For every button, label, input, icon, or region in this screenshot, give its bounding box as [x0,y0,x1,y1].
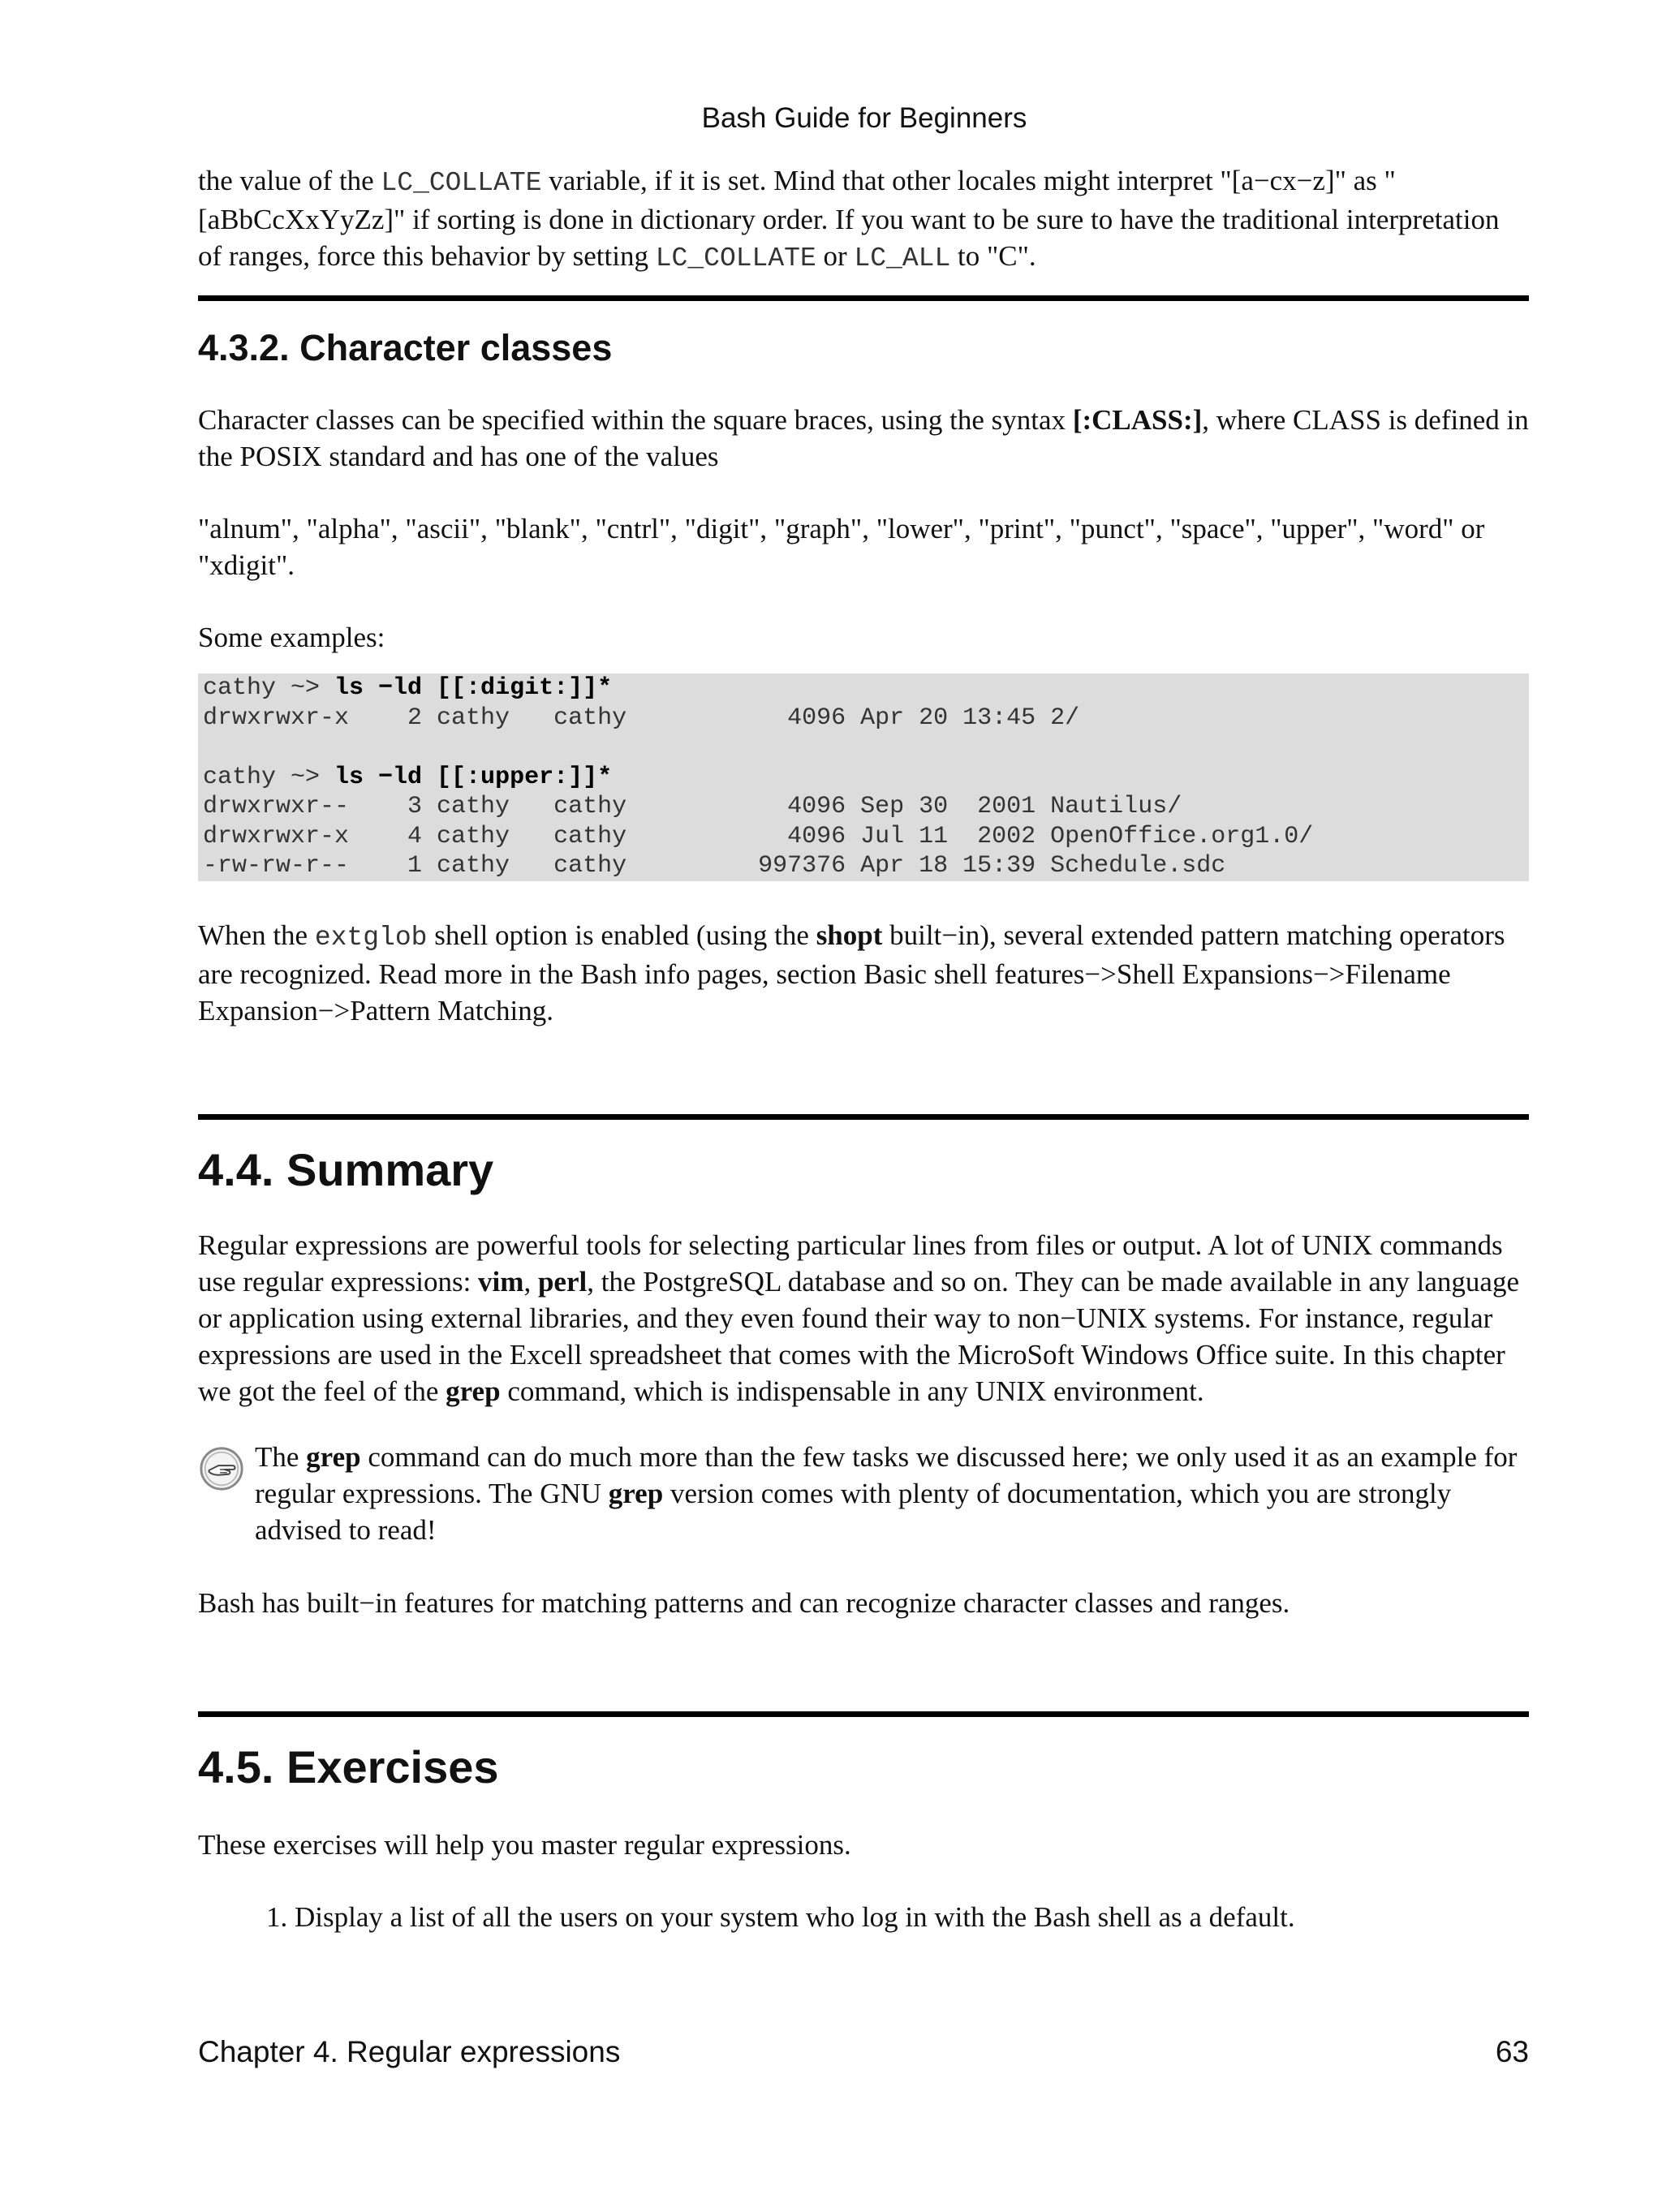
intro-text: the value of the [198,165,381,196]
paragraph-text: , where CLASS is defined in the POSIX standard and has one of the values [198,404,1529,472]
running-header: Bash Guide for Beginners [701,102,1027,134]
intro-paragraph [198,162,1529,277]
code-output-line: drwxrwxr-x 2 cathy cathy 4096 Apr 20 13:45 2/ [203,704,1080,732]
code-example-block [198,673,1529,881]
intro-text: variable, if it is set. Mind that other locales might interpret "[a−cx−z]" as "[aBbCcXxYyZz]" if sorting is done in dictionary order. If you want to be sure to have the traditional interpretation of ranges, force this behavior by setting [198,165,1500,272]
footer-page-number: 63 [1495,2035,1529,2068]
section-divider [198,1711,1529,1717]
summary-paragraph [198,1227,1529,1409]
code-output-line: drwxrwxr-- 3 cathy cathy 4096 Sep 30 2001 Nautilus/ [203,793,1182,820]
vim-command: vim [478,1265,524,1298]
lc-collate-code: LC_COLLATE [655,243,816,273]
shopt-command: shopt [816,919,883,951]
shell-prompt: cathy ~> [203,763,335,791]
section-heading-character-classes: 4.3.2. Character classes [198,327,613,368]
paragraph-text: command, which is indispensable in any UNIX environment. [500,1375,1204,1407]
paragraph-text: shell option is enabled (using the [427,919,816,951]
shell-command: ls −ld [[:upper:]]* [334,763,613,791]
intro-text: to "C". [950,240,1036,272]
code-blank-line [203,733,1524,763]
intro-text: or [816,240,855,272]
code-output-line: -rw-rw-r-- 1 cathy cathy 997376 Apr 18 15:39 Schedule.sdc [203,852,1226,880]
section-heading-exercises: 4.5. Exercises [198,1741,499,1792]
shell-prompt: cathy ~> [203,674,335,702]
paragraph-text: command can do much more than the few tasks we discussed here; we only used it as an example for regular expressions. The GNU [255,1440,1518,1509]
character-classes-paragraph [198,402,1529,475]
paragraph-text: , the PostgreSQL database and so on. They can be made available in any language or application using external libraries, and they even found their way to non−UNIX systems. For instance, regular expressions are used in the Excell spreadsheet that comes with the MicroSoft Windows Office suite. In this chapter we got the feel of the [198,1265,1519,1407]
grep-command: grep [608,1477,664,1509]
note-text [255,1439,1529,1548]
paragraph-text: , [523,1265,538,1298]
footer-chapter-title: Chapter 4. Regular expressions [198,2035,621,2068]
page-content [198,162,1529,1935]
grep-command: grep [306,1440,361,1473]
extglob-code: extglob [314,922,428,953]
summary-closing-paragraph: Bash has built−in features for matching patterns and can recognize character classes and ranges. [198,1586,1290,1619]
paragraph-text: built−in), several extended pattern matching operators are recognized. Read more in the Bash info pages, section Basic shell features−>Shell Expansions−>Filename Expansion−>Pattern Matching. [198,919,1505,1026]
exercise-list-item: 1. Display a list of all the users on your system who log in with the Bash shell as a default. [266,1900,1295,1933]
examples-label: Some examples: [198,622,385,653]
code-output-line: drwxrwxr-x 4 cathy cathy 4096 Jul 11 2002 OpenOffice.org1.0/ [203,822,1314,850]
lc-all-code: LC_ALL [854,243,951,273]
lc-collate-code: LC_COLLATE [381,168,542,198]
extglob-paragraph [198,917,1529,1029]
section-divider [198,1114,1529,1120]
note-callout [198,1439,1529,1548]
section-heading-summary: 4.4. Summary [198,1143,494,1195]
shell-command: ls −ld [[:digit:]]* [334,674,613,702]
paragraph-text: When the [198,919,315,951]
code-command-line [203,763,1524,793]
class-syntax: [:CLASS:] [1072,404,1203,436]
paragraph-text: The [255,1440,307,1473]
section-divider [198,295,1529,301]
code-command-line [203,673,1524,704]
class-values-paragraph: "alnum", "alpha", "ascii", "blank", "cntrl", "digit", "graph", "lower", "print", "punct", "space", "upper", "word" or "xdigit". [198,513,1485,581]
perl-command: perl [537,1265,588,1298]
grep-command: grep [446,1375,501,1407]
exercises-intro: These exercises will help you master regular expressions. [198,1828,851,1861]
paragraph-text: Character classes can be specified within the square braces, using the syntax [198,404,1073,436]
paragraph-text: Regular expressions are powerful tools for selecting particular lines from files or output. A lot of UNIX commands use regular expressions: [198,1229,1503,1298]
note-hand-icon [198,1445,245,1492]
paragraph-text: version comes with plenty of documentation, which you are strongly advised to read! [255,1477,1452,1546]
